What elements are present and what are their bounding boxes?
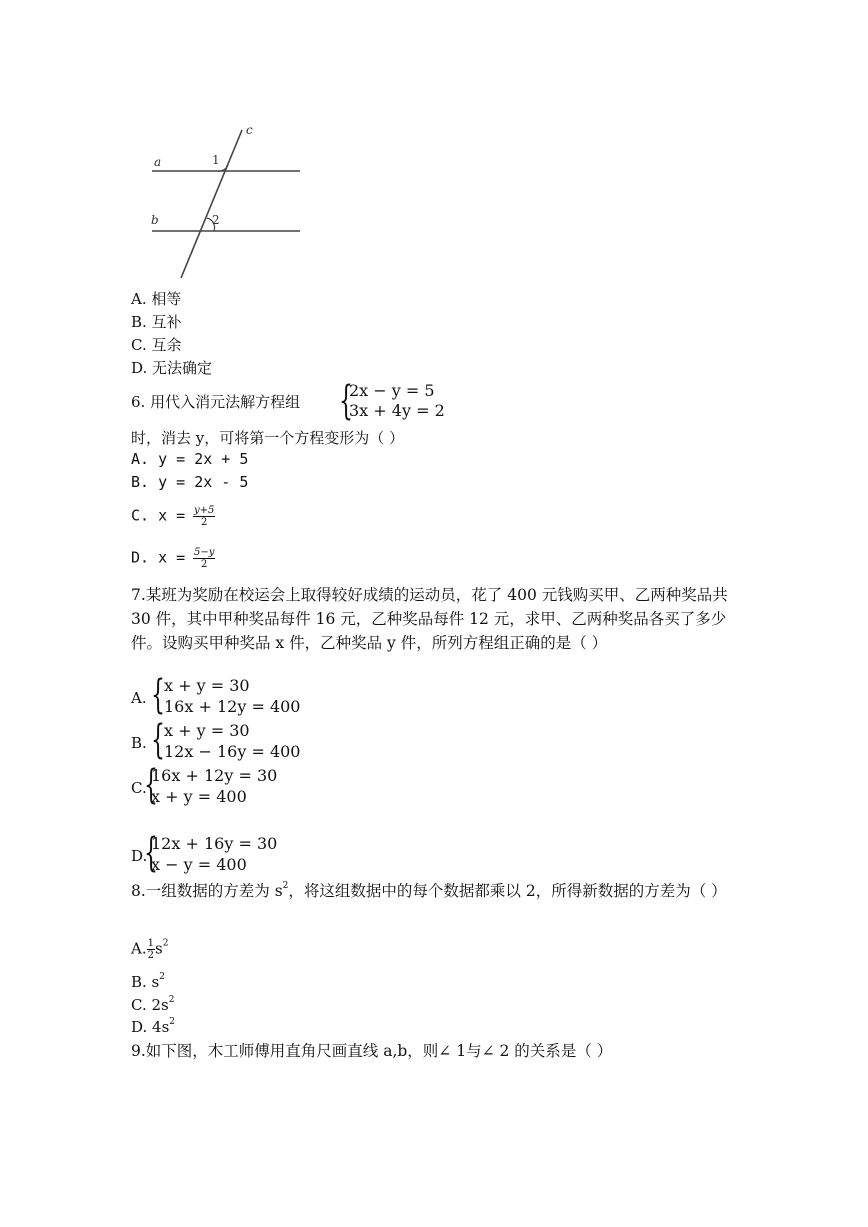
q7-option-d-eq2: x − y = 400 xyxy=(151,855,247,874)
q8-text xyxy=(131,879,741,903)
q7-option-a-brace: { xyxy=(151,672,165,718)
q8-option-d-sup: 2 xyxy=(169,1017,176,1027)
q8-option-a-den: 2 xyxy=(147,950,154,961)
q6-option-d-label: D. x = xyxy=(131,548,186,567)
q6-option-c-fraction xyxy=(193,505,215,528)
q6-option-c-num: y+5 xyxy=(193,505,215,516)
label-c: c xyxy=(246,123,253,137)
q8-option-c xyxy=(131,995,174,1015)
q8-text-part1: 8.一组数据的方差为 s xyxy=(131,882,283,900)
q6-eq1: 2x − y = 5 xyxy=(349,381,435,400)
q5-option-b: B. 互补 xyxy=(131,313,182,331)
q8-option-b-text: B. s xyxy=(131,973,160,991)
q6-brace: { xyxy=(339,378,353,424)
q7-option-a-eq2: 16x + 12y = 400 xyxy=(164,697,301,716)
q7-option-d-eq1: 12x + 16y = 30 xyxy=(151,834,278,853)
q7-option-d-brace: { xyxy=(144,830,158,876)
q7-option-b-eq2: 12x − 16y = 400 xyxy=(164,742,301,761)
q6-line2: 时，消去 y，可将第一个方程变形为（ ） xyxy=(131,429,405,447)
q6-prefix: 6. 用代入消元法解方程组 xyxy=(131,393,301,411)
q8-option-b xyxy=(131,972,165,992)
q7-text: 7.某班为奖励在校运会上取得较好成绩的运动员，花了 400 元钱购买甲、乙两种奖品共 30 件，其中甲种奖品每件 16 元，乙种奖品每件 12 元，求甲、乙两种奖品各买了多少件。设购买甲种奖品 x 件，乙种奖品 y 件，所列方程组正确的是（ ） xyxy=(131,586,728,652)
q6-option-a: A. y = 2x + 5 xyxy=(131,450,249,468)
q8-text-sup: 2 xyxy=(282,881,289,891)
q7-option-c-eq1: 16x + 12y = 30 xyxy=(151,766,278,785)
q8-option-a-label: A. xyxy=(131,939,147,958)
q8-option-a-sup: 2 xyxy=(162,938,169,949)
q8-option-a-tail: s xyxy=(154,939,163,958)
q7-option-b-eq1: x + y = 30 xyxy=(164,721,250,740)
q8-option-a-num: 1 xyxy=(147,938,154,949)
q6-option-d xyxy=(131,547,215,570)
q6-option-d-num: 5−y xyxy=(193,547,215,558)
q6-option-c-label: C. x = xyxy=(131,506,186,525)
q5-option-d: D. 无法确定 xyxy=(131,359,213,377)
q8-option-a xyxy=(131,938,168,961)
parallel-lines-figure xyxy=(140,120,310,285)
q7-option-a-eq1: x + y = 30 xyxy=(164,676,250,695)
q8-option-d xyxy=(131,1017,175,1037)
label-2: 2 xyxy=(212,213,220,227)
q6-option-d-den: 2 xyxy=(200,559,208,570)
q8-option-c-text: C. 2s xyxy=(131,996,169,1014)
label-b: b xyxy=(151,213,159,227)
q7-option-c-eq2: x + y = 400 xyxy=(151,787,247,806)
q7-option-a-label: A. xyxy=(131,689,147,707)
q8-option-c-sup: 2 xyxy=(168,995,175,1005)
q7-option-d-label: D. xyxy=(131,847,148,865)
q6-option-b: B. y = 2x - 5 xyxy=(131,473,249,491)
q8-text-part2: ，将这组数据中的每个数据都乘以 2，所得新数据的方差为（ ） xyxy=(288,882,727,900)
q6-eq2: 3x + 4y = 2 xyxy=(349,401,445,420)
q8-option-a-fraction xyxy=(147,938,155,961)
q8-option-b-sup: 2 xyxy=(159,972,165,982)
q6-option-d-fraction xyxy=(193,547,215,570)
q5-option-a: A. 相等 xyxy=(131,290,182,308)
q6-option-c xyxy=(131,505,215,528)
q5-option-c: C. 互余 xyxy=(131,336,182,354)
q6-option-c-den: 2 xyxy=(200,517,208,528)
q7-option-c-label: C. xyxy=(131,779,147,797)
q8-option-d-text: D. 4s xyxy=(131,1018,170,1036)
q7-option-c-brace: { xyxy=(144,762,158,808)
label-1: 1 xyxy=(212,153,220,167)
q9-text: 9.如下图，木工师傅用直角尺画直线 a,b，则∠ 1与∠ 2 的关系是（ ） xyxy=(131,1042,613,1060)
q7-option-b-brace: { xyxy=(151,717,165,763)
q7-option-b-label: B. xyxy=(131,734,147,752)
label-a: a xyxy=(154,155,162,169)
